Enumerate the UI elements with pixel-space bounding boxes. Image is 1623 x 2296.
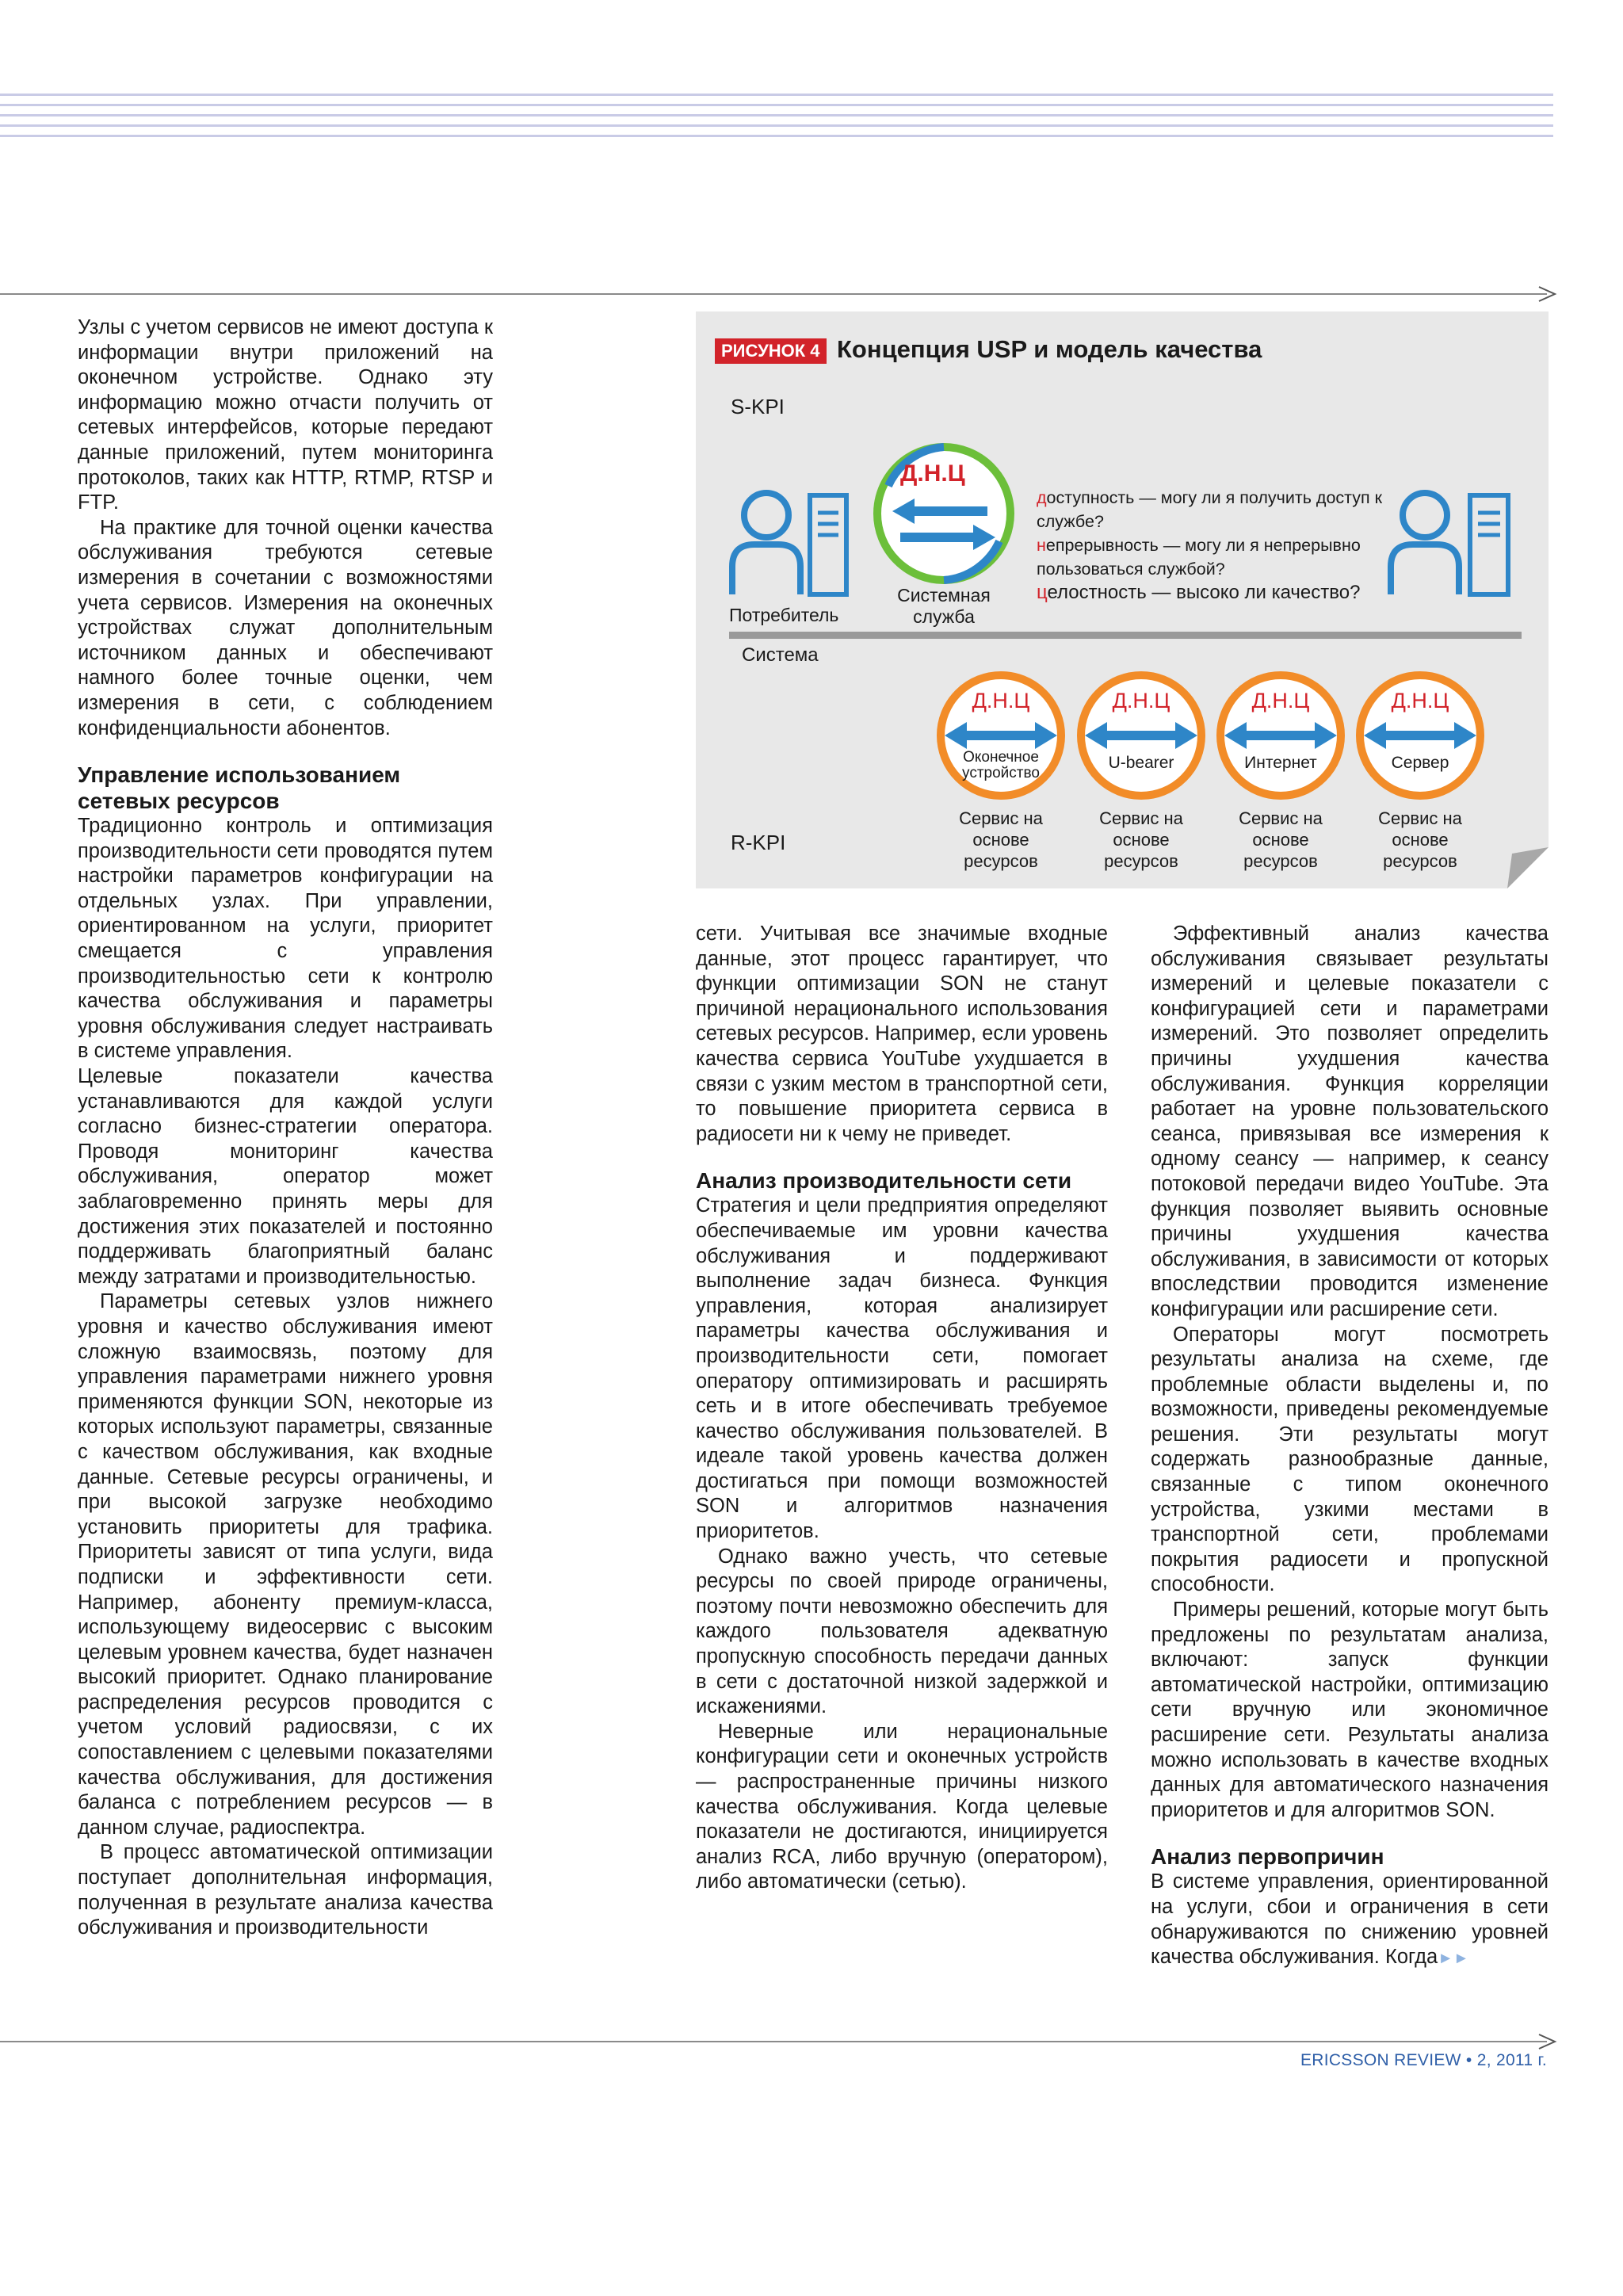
col2-heading: Анализ производительности сети <box>696 1168 1072 1194</box>
resource-node-caption: Сервис на основе ресурсов <box>1099 808 1183 871</box>
s-kpi-label: S-KPI <box>731 395 785 418</box>
provider-icon <box>1381 479 1524 598</box>
col2-paragraph-2: Стратегия и цели предприятия определяют обеспечиваемые им уровни качества обслуживания и поддерживают выполнение задач бизнеса. Функция управления, которая анализирует параметры качества обслуживания и производительности сети, помогает оператору оптимизировать и расширять сеть и в итоге обеспечивать требуемое качество обслуживания пользователей. В идеале такой уровень качества должен достигаться при помощи возможностей SON и алгоритмов назначения приоритетов. <box>696 1194 1108 1543</box>
col3-paragraph-2: Операторы могут посмотреть результаты анализа на схеме, где проблемные области выделены и, по возможности, приведены рекомендуемые решения. Эти результаты могут содержать разнообразные данные, связанные с типом оконечного устройства, узкими местами в транспортной сети, проблемами покрытия радиосети и пропускной способности. <box>1151 1323 1549 1596</box>
resource-node-dnc: Д.Н.Ц <box>1112 689 1170 712</box>
resource-node <box>1213 668 1348 882</box>
resource-node-inner-label: Интернет <box>1244 754 1317 772</box>
col1-heading: Управление использованием сетевых ресурсов <box>78 762 401 814</box>
col1-paragraph-4: Целевые показатели качества устанавливаются для каждой услуги согласно бизнес-стратегии оператора. Проводя мониторинг качества обслуживания, оператор может заблаговременно принять меры для достижения этих показателей и постоянно поддерживать благоприятный баланс между затратами и производительностью. <box>78 1065 493 1288</box>
consumer-icon <box>723 479 857 598</box>
col1-paragraph-5: Параметры сетевых узлов нижнего уровня и качество обслуживания имеют сложную взаимосвязь, поэтому для управления параметрами нижнего уровня применяются функции SON, некоторые из которых используют параметры, связанные с качеством обслуживания, как входные данные. Сетевые ресурсы ограничены, и при высокой загрузке необходимо установить приоритеты для трафика. Приоритеты зависят от типа услуги, вида подписки и эффективности сети. Например, абоненту премиум-класса, использующему видеосервис с высоким целевым уровнем качества, будет назначен высокий приоритет. Однако планирование распределения ресурсов проводится с учетом условий радиосвязи, с их сопоставлением с целевыми показателями качества обслуживания, для достижения баланса с потреблением ресурсов — в данном случае, радиоспектра. <box>78 1290 493 1839</box>
col2-paragraph-4: Неверные или нерациональные конфигурации сети и оконечных устройств — распространенные причины низкого качества обслуживания. Когда целевые показатели не достигаются, инициируется анализ RCA, либо вручную (оператором), либо автоматически (сетью). <box>696 1720 1108 1893</box>
resource-node-dnc: Д.Н.Ц <box>1391 689 1449 712</box>
resource-node-dnc: Д.Н.Ц <box>1251 689 1310 712</box>
col3-heading: Анализ первопричин <box>1151 1844 1384 1870</box>
resource-node <box>934 668 1068 882</box>
col2-paragraph-3: Однако важно учесть, что сетевые ресурсы по своей природе ограничены, поэтому почти невозможно обеспечить для каждого пользователя адекватную пропускную способность передачи данных в сети с достаточной низкой задержкой и искажениями. <box>696 1545 1108 1718</box>
system-service-label: Системная служба <box>897 585 991 627</box>
page-curl-decoration <box>1507 847 1549 888</box>
integrity-question: целостность — высоко ли качество? <box>1037 582 1361 603</box>
availability-question: доступность — могу ли я получить доступ к службе? <box>1037 488 1383 531</box>
top-rule <box>0 293 1547 295</box>
col3-paragraph-4: В системе управления, ориентированной на услуги, сбои и ограничения в сети обнаруживаются по снижению уровней качества обслуживания. Когда►► <box>1151 1870 1549 1969</box>
col3-paragraph-1: Эффективный анализ качества обслуживания связывает результаты измерений и целевые показатели с конфигурацией сети и параметрами измерений. Это позволяет определить причины ухудшения качества обслуживания. Функция корреляции работает на уровне пользовательского сеанса, привязывая все измерения к одному сеансу — например, к сеансу потоковой передачи видео YouTube. Эта функция позволяет выявить основные причины ухудшения качества обслуживания, в зависимости от которых впоследствии проводится изменение конфигурации или расширение сети. <box>1151 923 1549 1320</box>
quality-questions <box>1037 486 1409 605</box>
bottom-rule-arrow-icon <box>1537 2032 1558 2051</box>
resource-node-caption: Сервис на основе ресурсов <box>1378 808 1462 871</box>
resource-node-dnc: Д.Н.Ц <box>972 689 1030 712</box>
col1-paragraph-6: В процесс автоматической оптимизации поступает дополнительная информация, полученная в результате анализа качества обслуживания и производительности <box>78 1841 493 1939</box>
resource-node-caption: Сервис на основе ресурсов <box>1239 808 1323 871</box>
col1-paragraph-1: Узлы с учетом сервисов не имеют доступа к информации внутри приложений на оконечном устройстве. Однако эту информацию можно отчасти получить от сетевых интерфейсов, которые передают данные приложений, путем мониторинга протоколов, таких как HTTP, RTMP, RTSP и FTP. <box>78 316 494 514</box>
column-3 <box>1151 922 1549 1972</box>
system-label: Система <box>742 644 819 666</box>
col3-paragraph-3: Примеры решений, которые могут быть предложены по результатам анализа, включают: запуск функции автоматической настройки, оптимизацию сети вручную или экономичное расширение сети. Результаты анализа можно использовать в качестве входных данных для автоматического назначения приоритетов и для алгоритмов SON. <box>1151 1599 1549 1821</box>
continuity-question: непрерывность — могу ли я непрерывно пользоваться службой? <box>1037 536 1361 579</box>
resource-node <box>1074 668 1209 882</box>
figure-label: РИСУНОК 4 <box>715 338 827 364</box>
figure-title: Концепция USP и модель качества <box>837 335 1262 363</box>
bottom-rule <box>0 2041 1547 2042</box>
continue-arrows-icon: ►► <box>1438 1950 1469 1968</box>
column-2 <box>696 922 1108 1895</box>
r-kpi-label: R-KPI <box>731 831 786 854</box>
col1-paragraph-3: Традиционно контроль и оптимизация производительности сети проводятся путем настройки параметров конфигурации на отдельных узлах. При управлении, ориентированном на услуги, приоритет смещается с управления производительностью сети к контролю качества обслуживания и параметры уровня обслуживания следует настраивать в системе управления. <box>78 815 493 1063</box>
header-stripes <box>0 94 1553 145</box>
system-service-dnc: Д.Н.Ц <box>900 460 965 487</box>
top-rule-arrow-icon <box>1537 285 1558 304</box>
resource-node-inner-label: Сервер <box>1391 754 1449 772</box>
resource-node-inner-label: U-bearer <box>1108 754 1174 772</box>
footer-journal: ERICSSON REVIEW • 2, 2011 г. <box>1300 2051 1547 2069</box>
column-1 <box>78 315 493 1941</box>
col1-paragraph-2: На практике для точной оценки качества обслуживания требуются сетевые измерения в сочетании с возможностями учета сервисов. Измерения на оконечных устройствах служат дополнительным источником данных и обеспечивают намного более точные оценки, чем измерения в сети, с соблюдением конфиденциальности абонентов. <box>78 516 493 739</box>
system-bar <box>729 632 1522 639</box>
resource-node <box>1353 668 1487 882</box>
resource-node-caption: Сервис на основе ресурсов <box>959 808 1043 871</box>
col2-paragraph-1: сети. Учитывая все значимые входные данные, этот процесс гарантирует, что функции оптимизации SON не станут причиной нерационального использования сетевых ресурсов. Например, если уровень качества сервиса YouTube ухудшается в связи с узким местом в транспортной сети, то повышение приоритета сервиса в радиосети ни к чему не приведет. <box>696 923 1108 1145</box>
figure-4 <box>696 311 1549 888</box>
consumer-label: Потребитель <box>729 605 839 625</box>
resource-node-inner-label: Оконечное устройство <box>962 749 1040 781</box>
